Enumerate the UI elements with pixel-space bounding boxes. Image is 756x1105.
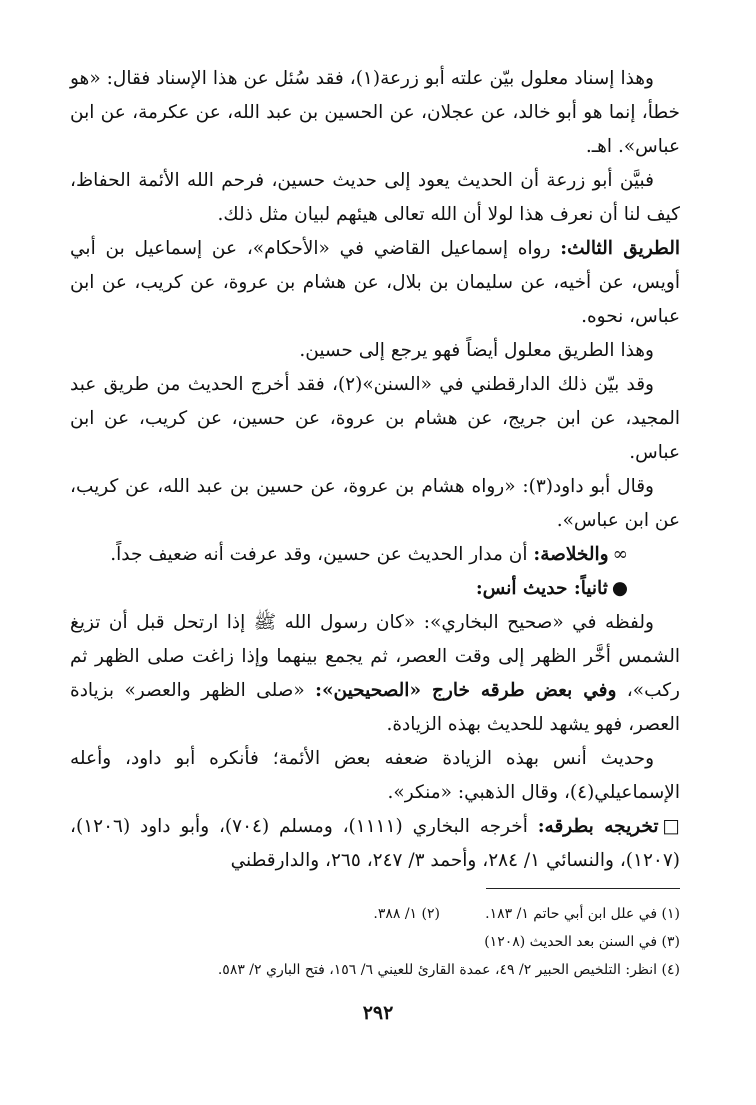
main-text	[70, 62, 680, 878]
anas-paragraph	[70, 606, 680, 742]
third-route-text: رواه إسماعيل القاضي في «الأحكام»، عن إسماعيل بن أبي أويس، عن أخيه، عن سليمان بن بلال، عن هشام بن عروة، عن كريب، عن ابن عباس، نحوه.	[70, 238, 680, 327]
bullet-icon: ●	[611, 578, 628, 599]
anas-extra-text: «صلى الظهر والعصر» بزيادة العصر، فهو يشهد للحديث بهذه الزيادة.	[70, 680, 680, 735]
anas-extra-label: وفي بعض طرقه خارج «الصحيحين»:	[315, 680, 617, 701]
anas-text: ولفظه في «صحيح البخاري»: «كان رسول الله ﷺ إذا ارتحل قبل أن تزيغ الشمس أخَّر الظهر إلى وقت العصر، ثم يجمع بينهما وإذا زاغت صلى الظهر ثم ركب»،	[70, 612, 680, 701]
footnote-row	[70, 900, 680, 928]
square-marker-icon: □	[662, 816, 680, 837]
conclusion-marker-icon: ∞	[612, 544, 628, 565]
paragraph: وهذا الطريق معلول أيضاً فهو يرجع إلى حسين.	[299, 340, 654, 361]
anas-heading-text: ثانياً: حديث أنس:	[475, 578, 608, 599]
takhrij-text: أخرجه البخاري (١١١١)، ومسلم (٧٠٤)، وأبو داود (١٢٠٦)، (١٢٠٧)، والنسائي ١/ ٢٨٤، وأحمد ٣/ ٢٤٧، ٢٦٥، والدارقطني	[70, 816, 680, 871]
third-route-label: الطريق الثالث:	[560, 238, 680, 259]
conclusion-label: والخلاصة:	[533, 544, 609, 565]
footnote-1: (١) في علل ابن أبي حاتم ١/ ١٨٣.	[485, 906, 680, 922]
conclusion-text: أن مدار الحديث عن حسين، وقد عرفت أنه ضعيف جداً.	[110, 544, 534, 565]
footnote-4: (٤) انظر: التلخيص الحبير ٢/ ٤٩، عمدة القارئ للعيني ٦/ ١٥٦، فتح الباري ٢/ ٥٨٣.	[217, 962, 680, 978]
paragraph: وهذا إسناد معلول بيّن علته أبو زرعة(١)، فقد سُئل عن هذا الإسناد فقال: «هو خطأ، إنما هو أبو خالد، عن عجلان، عن الحسين بن عبد الله، عن عكرمة، عن ابن عباس». اهـ.	[70, 68, 680, 157]
conclusion-paragraph	[70, 538, 680, 572]
anas-heading	[70, 572, 680, 606]
footnote-2: (٢) ١/ ٣٨٨.	[373, 906, 440, 922]
footnotes	[70, 900, 680, 984]
footnote-3: (٣) في السنن بعد الحديث (١٢٠٨)	[484, 934, 680, 950]
takhrij-label: تخريجه بطرقه:	[537, 816, 659, 837]
footnote-row	[70, 928, 680, 956]
page-number: ٢٩٢	[362, 1002, 394, 1024]
footnote-divider	[486, 888, 680, 889]
paragraph: وحديث أنس بهذه الزيادة ضعفه بعض الأئمة؛ فأنكره أبو داود، وأعله الإسماعيلي(٤)، وقال الذهبي: «منكر».	[70, 748, 680, 803]
footnote-row	[70, 956, 680, 984]
third-route-paragraph	[70, 232, 680, 334]
paragraph: وقال أبو داود(٣): «رواه هشام بن عروة، عن حسين بن عبد الله، عن كريب، عن ابن عباس».	[70, 476, 680, 531]
takhrij-paragraph	[70, 810, 680, 878]
paragraph: وقد بيّن ذلك الدارقطني في «السنن»(٢)، فقد أخرج الحديث من طريق عبد المجيد، عن ابن جريج، عن هشام بن عروة، عن حسين، عن كريب، عن ابن عباس.	[70, 374, 680, 463]
paragraph: فبيَّن أبو زرعة أن الحديث يعود إلى حديث حسين، فرحم الله الأئمة الحفاظ، كيف لنا أن نعرف هذا لولا أن الله تعالى هيئهم لبيان مثل ذلك.	[70, 170, 680, 225]
